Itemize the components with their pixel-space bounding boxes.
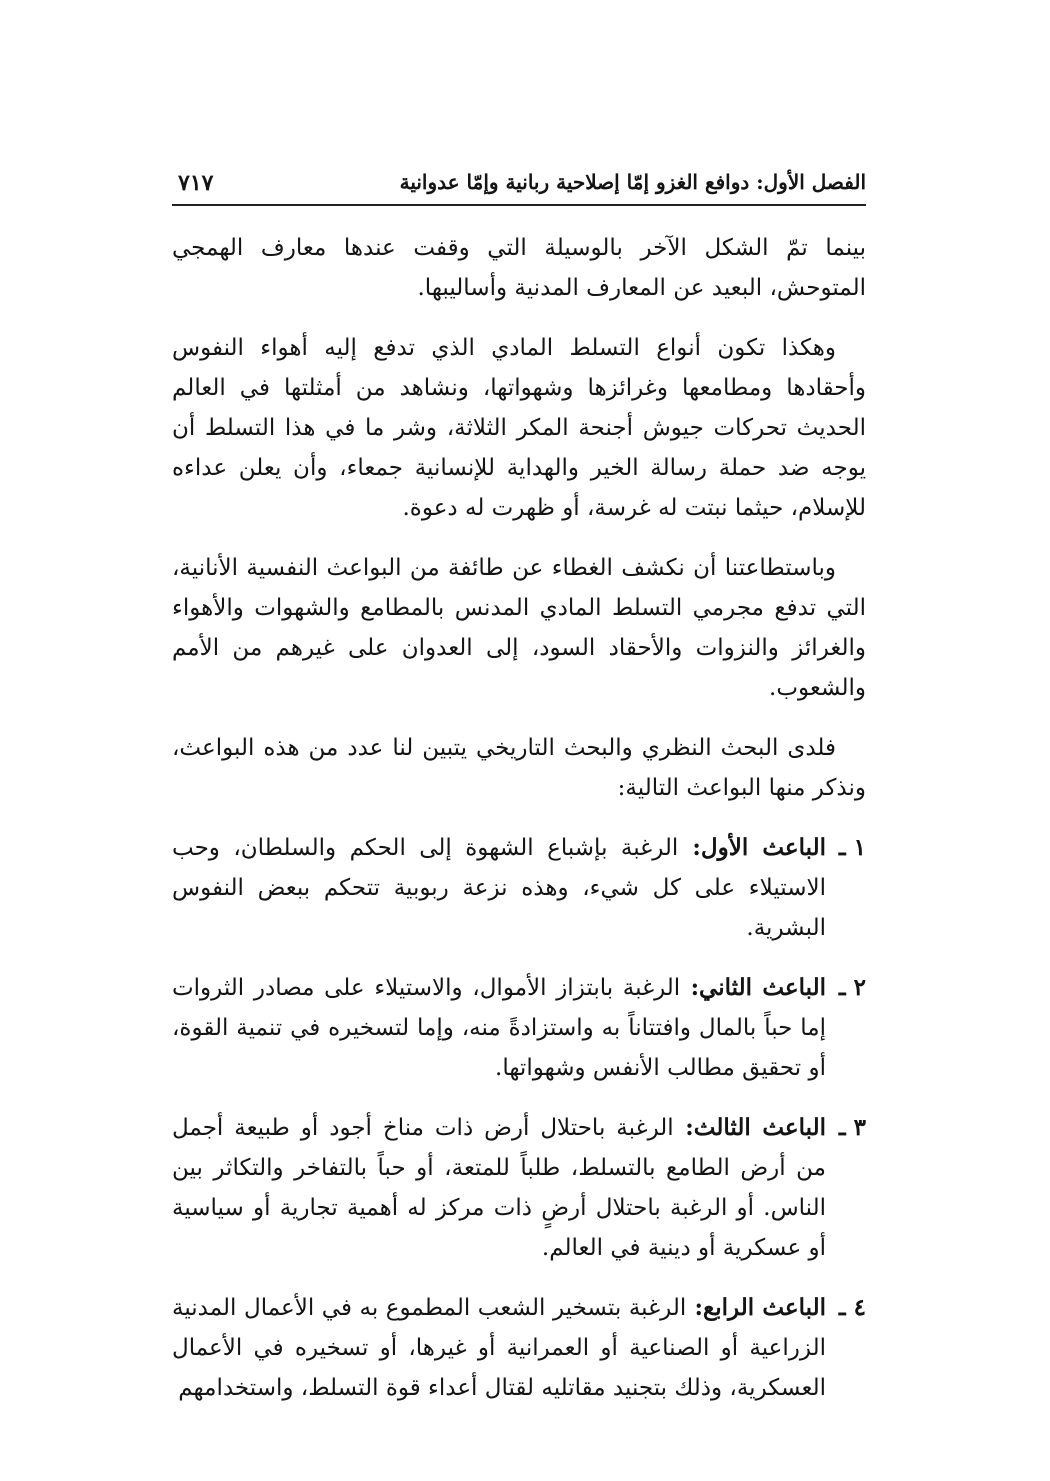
- header-rule: [172, 204, 866, 206]
- list-item-number: ٤ ـ: [838, 1294, 866, 1321]
- list-item-label: الباعث الأول:: [678, 834, 826, 861]
- running-header: [172, 166, 866, 206]
- list-item: [172, 1288, 866, 1408]
- paragraph-1: بينما تمّ الشكل الآخر بالوسيلة التي وقفت عندها معارف الهمجي المتوحش، البعيد عن المعارف المدنية وأساليبها.: [172, 235, 866, 301]
- paragraph-4: فلدى البحث النظري والبحث التاريخي يتبين لنا عدد من هذه البواعث، ونذكر منها البواعث التالية:: [172, 735, 866, 801]
- list-item-text: الرغبة باحتلال أرض ذات مناخ أجود أو طبيعة أجمل من أرض الطامع بالتسلط، طلباً للمتعة، أو حباً بالتفاخر والتكاثر بين الناس. أو الرغبة باحتلال أرضٍ ذات مركز له أهمية تجارية أو سياسية أو عسكرية أو دينية في العالم.: [172, 1115, 826, 1261]
- list-item: [172, 828, 866, 948]
- page-number: ٧١٧: [178, 170, 214, 196]
- list-item-text: الرغبة بإشباع الشهوة إلى الحكم والسلطان، وحب الاستيلاء على كل شيء، وهذه نزعة ربوبية تتحكم ببعض النفوس البشرية.: [172, 835, 826, 941]
- list-item-label: الباعث الثاني:: [680, 974, 826, 1001]
- page-body: [172, 228, 866, 1428]
- list-item-number: ٢ ـ: [838, 974, 866, 1001]
- paragraph-3: وباستطاعتنا أن نكشف الغطاء عن طائفة من البواعث النفسية الأنانية، التي تدفع مجرمي التسلط المادي المدنس بالمطامع والشهوات والأهواء والغرائز والنزوات والأحقاد السود، إلى العدوان على غيرهم من الأمم والشعوب.: [172, 555, 866, 701]
- motives-list: [172, 828, 866, 1408]
- list-item: [172, 968, 866, 1088]
- list-item-number: ١ ـ: [838, 834, 866, 861]
- list-item-number: ٣ ـ: [838, 1114, 866, 1141]
- list-item-text: الرغبة بابتزاز الأموال، والاستيلاء على مصادر الثروات إما حباً بالمال وافتتاناً به واستزادةً منه، وإما لتسخيره في تنمية القوة، أو تحقيق مطالب الأنفس وشهواتها.: [172, 975, 826, 1081]
- chapter-title: الفصل الأول: دوافع الغزو إمّا إصلاحية ربانية وإمّا عدوانية: [399, 170, 866, 194]
- paragraph-2: وهكذا تكون أنواع التسلط المادي الذي تدفع إليه أهواء النفوس وأحقادها ومطامعها وغرائزها وشهواتها، ونشاهد من أمثلتها في العالم الحديث تحركات جيوش أجنحة المكر الثلاثة، وشر ما في هذا التسلط أن يوجه ضد حملة رسالة الخير والهداية للإنسانية جمعاء، وأن يعلن عداءه للإسلام، حيثما نبتت له غرسة، أو ظهرت له دعوة.: [172, 335, 866, 521]
- list-item-text: الرغبة بتسخير الشعب المطموع به في الأعمال المدنية الزراعية أو الصناعية أو العمرانية أو غيرها، أو تسخيره في الأعمال العسكرية، وذلك بتجنيد مقاتليه لقتال أعداء قوة التسلط، واستخدامهم: [172, 1295, 826, 1401]
- list-item-label: الباعث الثالث:: [673, 1114, 826, 1141]
- list-item: [172, 1108, 866, 1268]
- list-item-label: الباعث الرابع:: [686, 1294, 826, 1321]
